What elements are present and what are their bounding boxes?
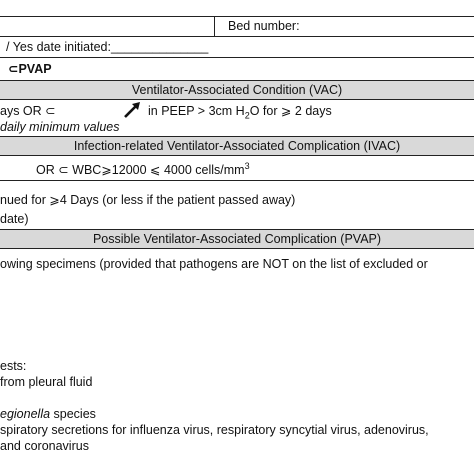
tests-line-3 [0, 406, 96, 422]
pvap-line-a: owing specimens (provided that pathogens are NOT on the list of excluded or [0, 257, 428, 271]
vac-header: Ventilator-Associated Condition (VAC) [131, 83, 343, 97]
legionella-rest: species [50, 407, 96, 421]
row1-bottom-border [0, 36, 474, 37]
vac-peep-sub: 2 [244, 110, 250, 121]
bed-number-label: Bed number: [228, 19, 300, 33]
tests-line-4: spiratory secretions for influenza virus, respiratory syncytial virus, adenovirus, [0, 423, 429, 437]
tests-line-2: from pleural fluid [0, 375, 93, 389]
vac-note: daily minimum values [0, 120, 120, 134]
vac-peep-tail: O for ⩾ 2 days [249, 104, 332, 118]
table-top-border [0, 16, 474, 17]
row2-bottom-border [0, 57, 474, 58]
arrow-up-right-icon [122, 101, 142, 119]
ivac-line-a-bottom [0, 180, 474, 181]
ivac-line-a [36, 158, 250, 178]
legionella-italic: egionella [0, 407, 51, 421]
tests-line-1: ests: [0, 359, 27, 373]
bed-cell-divider [214, 16, 215, 36]
pvap-subset-label: ⊂PVAP [8, 62, 52, 76]
tests-line-5: and coronavirus [0, 439, 89, 453]
pvap-header: Possible Ventilator-Associated Complication (PVAP) [92, 232, 382, 246]
vac-peep-text: in PEEP > 3cm H [148, 104, 245, 118]
ivac-wbc-sup: 3 [244, 161, 250, 171]
ivac-header: Infection-related Ventilator-Associated Complication (IVAC) [73, 139, 401, 153]
vac-line-b [148, 103, 332, 124]
vac-line-a: ays OR ⊂ [0, 104, 56, 118]
initiated-line: / Yes date initiated:______________ [6, 40, 209, 54]
ivac-line-c: date) [0, 212, 29, 226]
ivac-line-b: nued for ⩾4 Days (or less if the patient passed away) [0, 193, 296, 207]
pvap-header-bottom [0, 248, 474, 249]
vac-header-bottom [0, 99, 474, 100]
ivac-header-bottom [0, 155, 474, 156]
ivac-wbc-text: OR ⊂ WBC⩾12000 ⩽ 4000 cells/mm [36, 163, 245, 178]
